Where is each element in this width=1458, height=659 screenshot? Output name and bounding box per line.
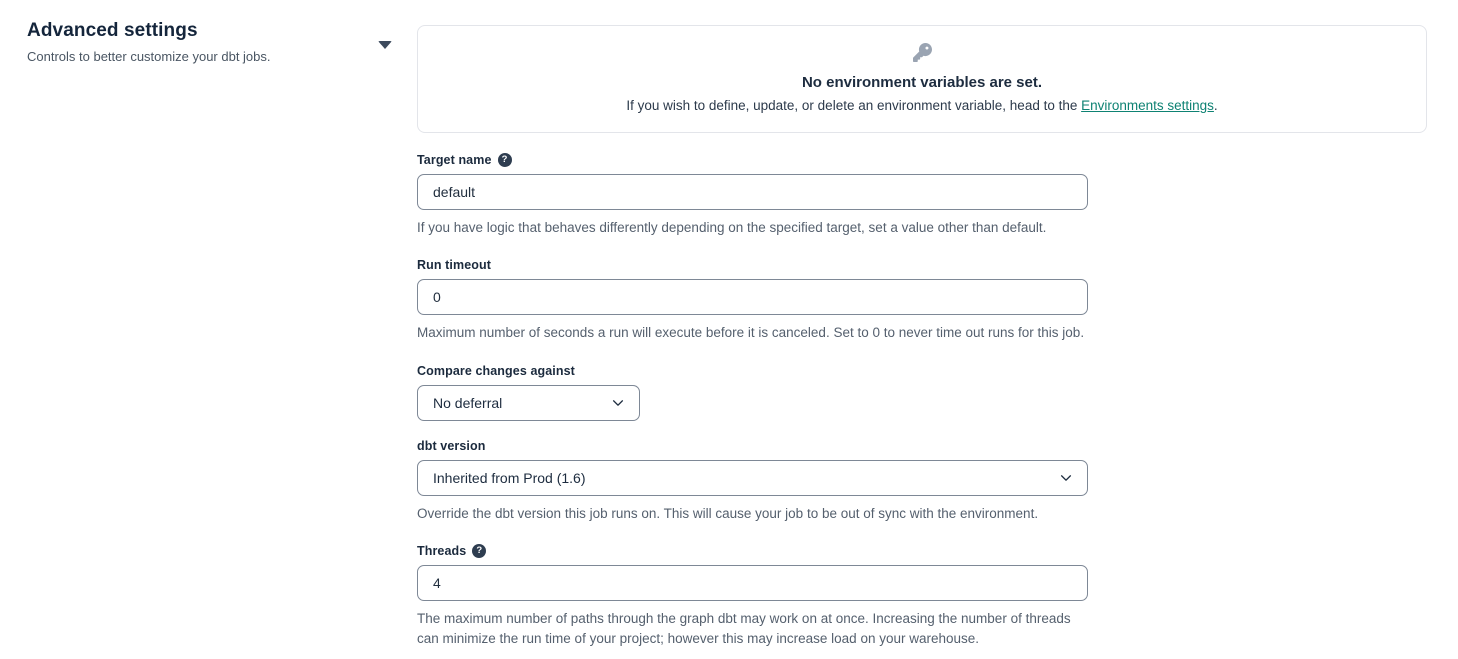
target-name-label: Target name: [417, 153, 492, 167]
dbt-version-select[interactable]: [417, 460, 1088, 496]
run-timeout-help-text: Maximum number of seconds a run will execute before it is canceled. Set to 0 to never time out runs for this job.: [417, 325, 1085, 341]
chevron-down-icon: [1059, 471, 1073, 485]
dbt-version-label: dbt version: [417, 438, 486, 453]
compare-changes-label: Compare changes against: [417, 363, 575, 378]
advanced-settings-form: [417, 25, 1427, 649]
field-group-threads: [417, 544, 1088, 650]
target-name-input[interactable]: [417, 174, 1088, 210]
key-icon: [913, 43, 932, 65]
field-group-dbt-version: [417, 439, 1088, 524]
threads-input[interactable]: [417, 565, 1088, 601]
env-message-prefix: If you wish to define, update, or delete an environment variable, head to the: [626, 98, 1082, 113]
compare-changes-select[interactable]: [417, 385, 640, 421]
field-group-run-timeout: [417, 258, 1088, 343]
page-title: Advanced settings: [27, 20, 198, 41]
run-timeout-input[interactable]: [417, 279, 1088, 315]
target-name-help-text: If you have logic that behaves differently depending on the specified target, set a value other than default.: [417, 220, 1047, 235]
threads-help-icon[interactable]: ?: [472, 544, 486, 558]
compare-changes-selected-value: No deferral: [433, 394, 503, 411]
field-group-target-name: [417, 153, 1088, 238]
env-message-suffix: .: [1213, 98, 1218, 113]
environments-settings-link[interactable]: Environments settings: [1081, 98, 1214, 113]
collapse-section-caret-down-icon[interactable]: [378, 41, 392, 49]
page-subtitle: Controls to better customize your dbt jobs.: [27, 49, 271, 64]
threads-label: Threads: [417, 543, 467, 558]
section-header: [27, 20, 367, 64]
run-timeout-label: Run timeout: [417, 258, 492, 273]
env-variables-empty-title: No environment variables are set.: [801, 74, 1043, 91]
field-group-compare-changes: [417, 364, 1088, 421]
chevron-down-icon: [611, 396, 625, 410]
env-variables-empty-card: [417, 25, 1427, 133]
dbt-version-selected-value: Inherited from Prod (1.6): [433, 469, 586, 486]
target-name-help-icon[interactable]: ?: [498, 153, 512, 167]
dbt-version-help-text: Override the dbt version this job runs on. This will cause your job to be out of sync with the environment.: [417, 505, 1039, 521]
threads-help-text: The maximum number of paths through the graph dbt may work on at once. Increasing the number of threads can minimize the run time of your project; however this may increase load on your warehouse.: [417, 610, 1071, 646]
env-variables-empty-message: [438, 98, 1406, 113]
